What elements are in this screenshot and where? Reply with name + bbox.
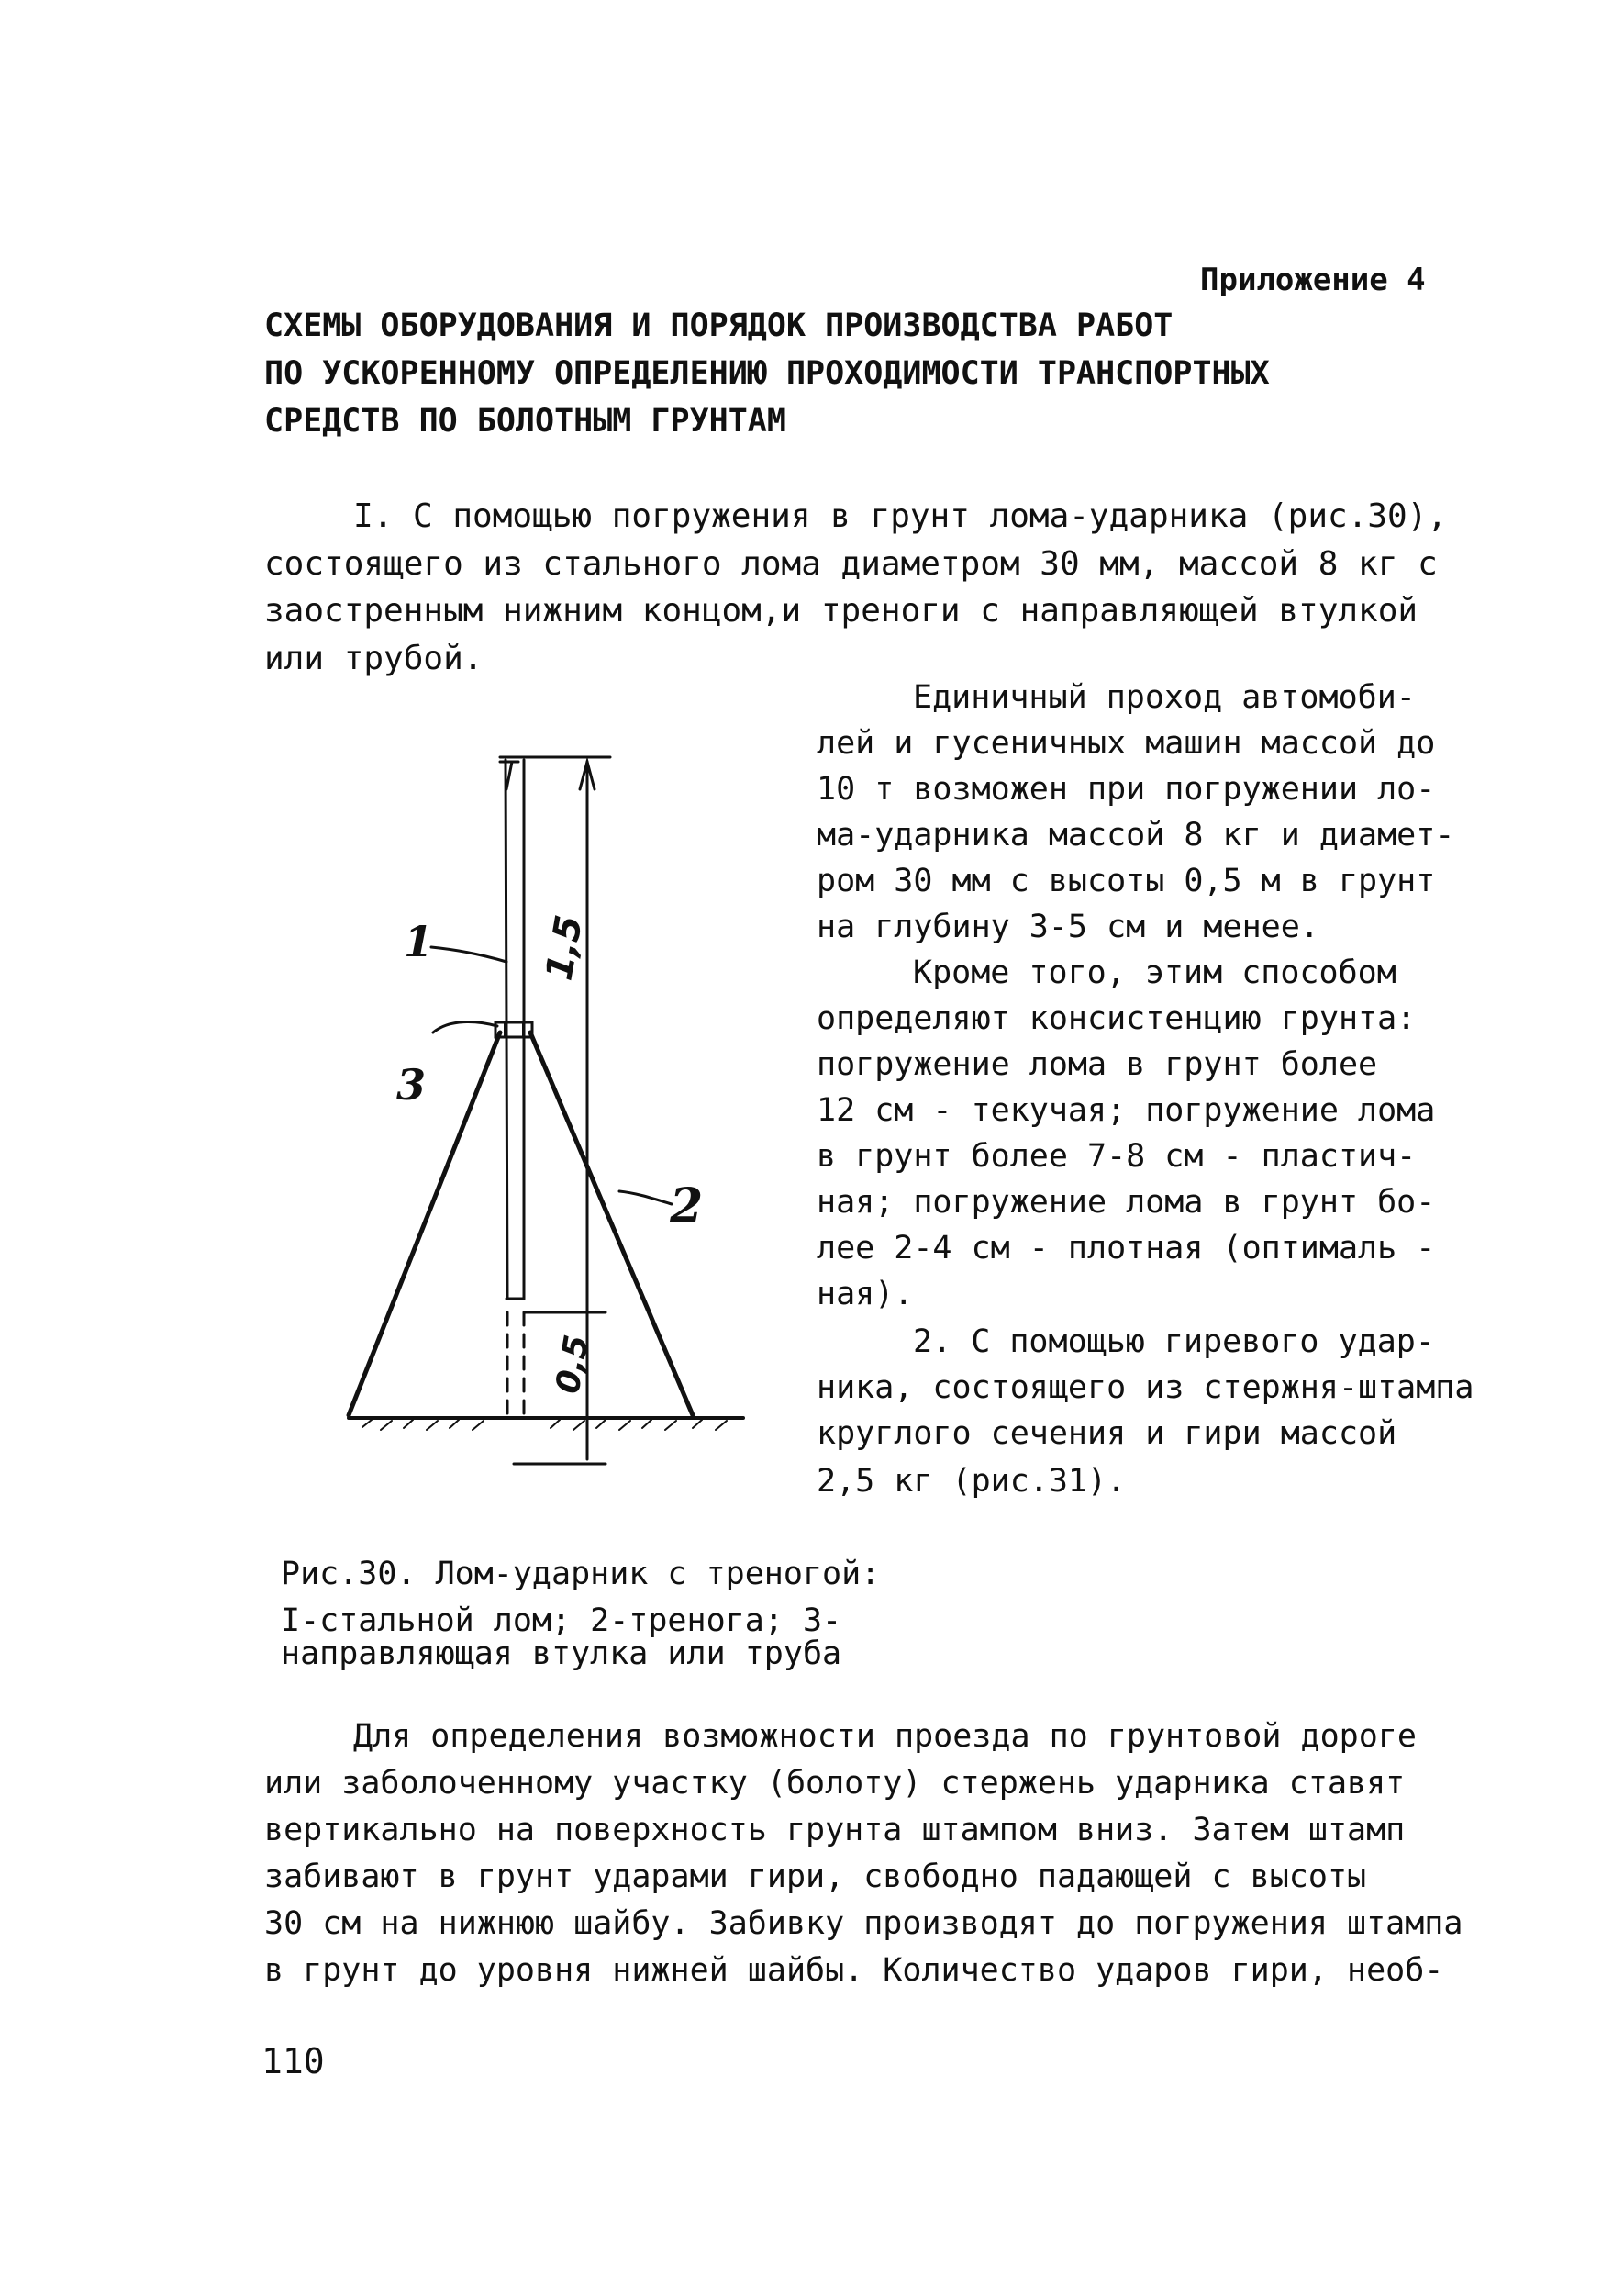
paragraph-line: Для определения возможности проезда по грунтовой дороге: [353, 1718, 1417, 1755]
paragraph-line: состоящего из стального лома диаметром 30 мм, массой 8 кг с: [264, 545, 1438, 583]
side-text-line: круглого сечения и гири массой: [817, 1415, 1397, 1452]
heading-line: СХЕМЫ ОБОРУДОВАНИЯ И ПОРЯДОК ПРОИЗВОДСТВА РАБОТ: [264, 307, 1174, 344]
side-text-line: ная; погружение лома в грунт бо-: [817, 1184, 1436, 1221]
paragraph-line: в грунт до уровня нижней шайбы. Количество ударов гири, необ-: [264, 1952, 1444, 1989]
paragraph-line: или заболоченному участку (болоту) стержень ударника ставят: [264, 1765, 1406, 1802]
page-number: 110: [261, 2041, 325, 2082]
side-text-line: лей и гусеничных машин массой до: [817, 725, 1436, 762]
dim-upper-label: 1,5: [538, 911, 592, 984]
paragraph-line: или трубой.: [264, 640, 484, 677]
paragraph-line: заостренным нижним концом,и треноги с направляющей втулкой: [264, 592, 1418, 630]
side-text-line: 10 т возможен при погружении ло-: [817, 771, 1436, 808]
figure-caption-title: Рис.30. Лом-ударник с треногой:: [281, 1556, 881, 1592]
side-text-line: ма-ударника массой 8 кг и диамет-: [817, 817, 1455, 854]
figure-label-2: 2: [670, 1178, 704, 1234]
dim-lower-label: 0,5: [549, 1332, 596, 1397]
ground-hatch: [362, 1420, 727, 1430]
appendix-label: Приложение 4: [1200, 262, 1426, 298]
crowbar-top: [500, 762, 518, 789]
crowbar-left-edge: [506, 760, 507, 1299]
paragraph-line: забивают в грунт ударами гири, свободно падающей с высоты: [264, 1858, 1367, 1895]
side-text-line: 2,5 кг (рис.31).: [817, 1463, 1127, 1500]
leader-2: [619, 1191, 672, 1204]
side-text-line: 12 см - текучая; погружение лома: [817, 1092, 1436, 1129]
heading-line: СРЕДСТВ ПО БОЛОТНЫМ ГРУНТАМ: [264, 403, 786, 440]
paragraph-line: 30 см на нижнюю шайбу. Забивку производят до погружения штампа: [264, 1905, 1463, 1942]
figure-label-1: 1: [404, 917, 434, 966]
paragraph-line: I. С помощью погружения в грунт лома-ударника (рис.30),: [353, 497, 1448, 535]
side-text-line: ника, состоящего из стержня-штампа: [817, 1369, 1474, 1406]
side-text-line: Кроме того, этим способом: [913, 954, 1396, 991]
leader-3: [433, 1022, 497, 1032]
paragraph-line: вертикально на поверхность грунта штампом вниз. Затем штамп: [264, 1812, 1406, 1848]
figure-caption-line: I-стальной лом; 2-тренога; 3-: [281, 1602, 842, 1639]
side-text-line: ром 30 мм с высоты 0,5 м в грунт: [817, 863, 1436, 899]
figure-caption-line: направляющая втулка или труба: [281, 1635, 842, 1672]
side-text-line: определяют консистенцию грунта:: [817, 1000, 1417, 1037]
side-text-line: лее 2-4 см - плотная (оптималь -: [817, 1230, 1436, 1267]
side-text-line: Единичный проход автомоби-: [913, 679, 1416, 716]
side-text-line: ная).: [817, 1276, 914, 1312]
side-text-line: на глубину 3-5 см и менее.: [817, 909, 1319, 945]
side-text-line: 2. С помощью гиревого удар-: [913, 1323, 1435, 1360]
crowbar-tripod-figure: [330, 753, 762, 1505]
heading-line: ПО УСКОРЕННОМУ ОПРЕДЕЛЕНИЮ ПРОХОДИМОСТИ ТРАНСПОРТНЫХ: [264, 355, 1270, 392]
figure-label-3: 3: [396, 1060, 427, 1110]
side-text-line: в грунт более 7-8 см - пластич-: [817, 1138, 1417, 1175]
side-text-line: погружение лома в грунт более: [817, 1046, 1378, 1083]
leader-1: [431, 947, 506, 962]
